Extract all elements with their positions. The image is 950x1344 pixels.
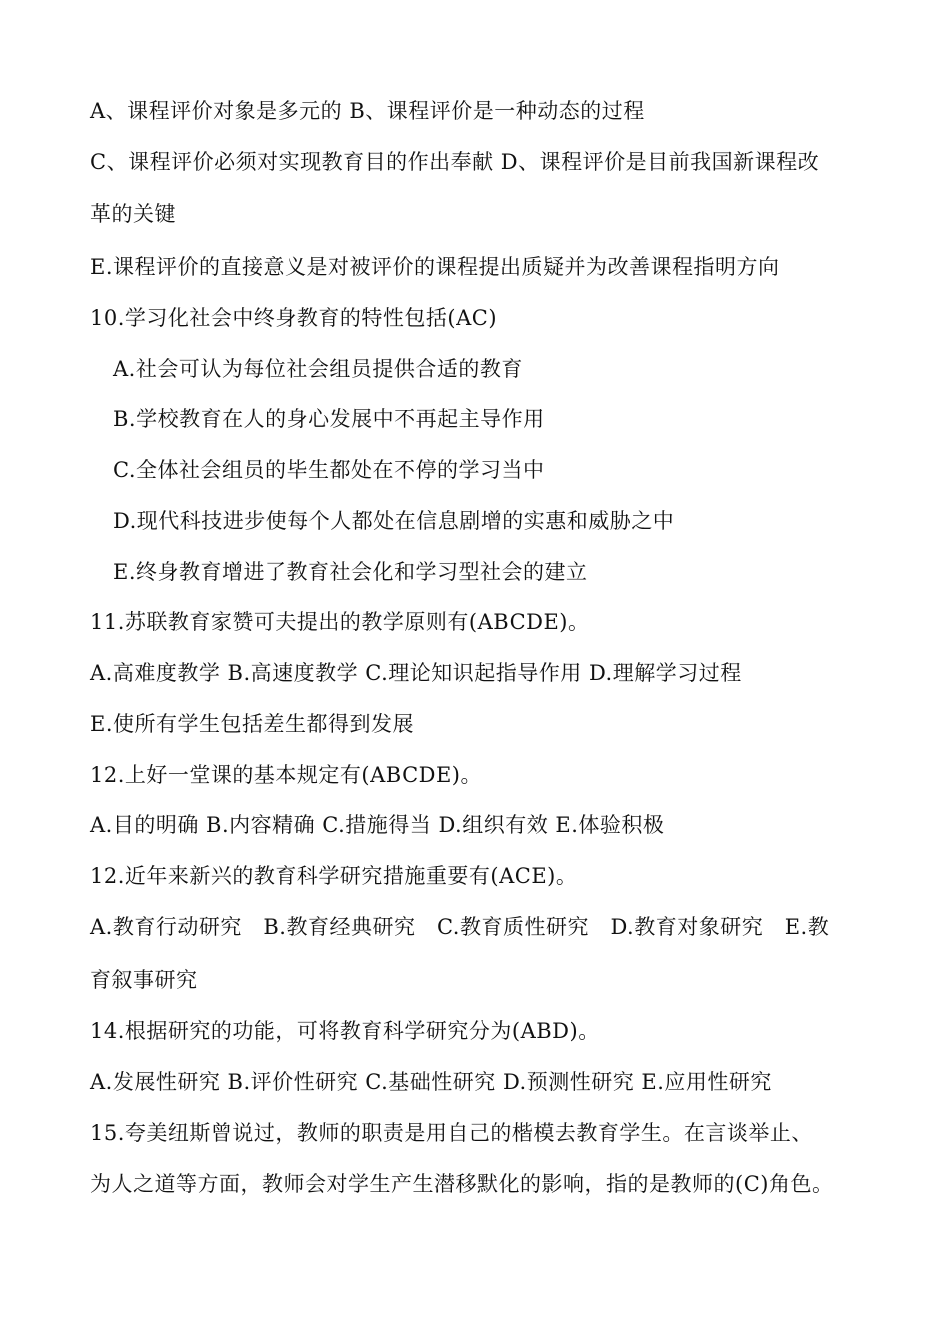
text-line: C、课程评价必须对实现教育目的作出奉献 D、课程评价是目前我国新课程改 (90, 150, 820, 174)
question-14: 14.根据研究的功能，可将教育科学研究分为(ABD)。 (90, 1019, 600, 1043)
option-line: E.终身教育增进了教育社会化和学习型社会的建立 (113, 560, 588, 584)
text-line: 为人之道等方面，教师会对学生产生潜移默化的影响，指的是教师的(C)角色。 (90, 1172, 834, 1196)
option-line: A.教育行动研究 B.教育经典研究 C.教育质性研究 D.教育对象研究 E.教 (90, 915, 830, 939)
option-line: E.使所有学生包括差生都得到发展 (90, 712, 415, 736)
question-11: 11.苏联教育家赞可夫提出的教学原则有(ABCDE)。 (90, 610, 590, 634)
question-15: 15.夸美纽斯曾说过，教师的职责是用自己的楷模去教育学生。在言谈举止、 (90, 1121, 813, 1145)
question-12b: 12.近年来新兴的教育科学研究措施重要有(ACE)。 (90, 864, 578, 888)
option-line: B.学校教育在人的身心发展中不再起主导作用 (113, 407, 545, 431)
question-10: 10.学习化社会中终身教育的特性包括(AC) (90, 306, 498, 330)
option-line: A.社会可认为每位社会组员提供合适的教育 (113, 357, 523, 381)
option-line: A.发展性研究 B.评价性研究 C.基础性研究 D.预测性研究 E.应用性研究 (90, 1070, 772, 1094)
text-line: E.课程评价的直接意义是对被评价的课程提出质疑并为改善课程指明方向 (90, 255, 780, 279)
text-line: A、课程评价对象是多元的 B、课程评价是一种动态的过程 (90, 99, 645, 123)
text-line: 革的关键 (90, 202, 176, 226)
option-line: D.现代科技进步使每个人都处在信息剧增的实惠和威胁之中 (113, 509, 675, 533)
question-12: 12.上好一堂课的基本规定有(ABCDE)。 (90, 763, 483, 787)
option-line: A.高难度教学 B.高速度教学 C.理论知识起指导作用 D.理解学习过程 (90, 661, 742, 685)
option-line: C.全体社会组员的毕生都处在不停的学习当中 (113, 458, 545, 482)
option-line: A.目的明确 B.内容精确 C.措施得当 D.组织有效 E.体验积极 (90, 813, 665, 837)
option-line: 育叙事研究 (90, 968, 198, 992)
